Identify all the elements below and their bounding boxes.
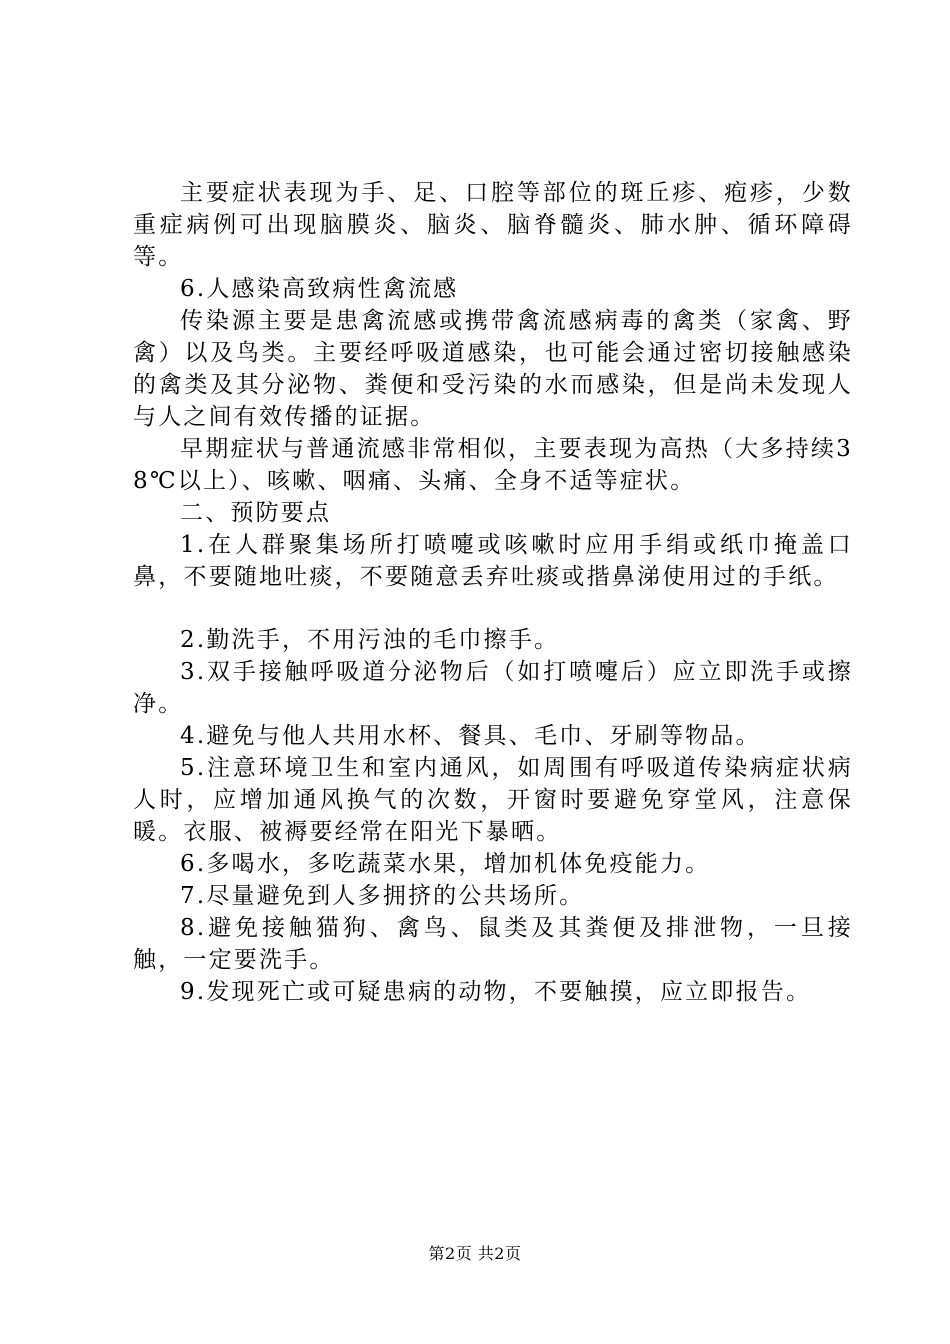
paragraph-infection-source: 传染源主要是患禽流感或携带禽流感病毒的禽类（家禽、野禽）以及鸟类。主要经呼吸道感染，也可能会通过密切接触感染的禽类及其分泌物、粪便和受污染的水而感染，但是尚未发现人与人之间有效传播的证据。 — [133, 308, 853, 430]
paragraph-symptoms-hfmd: 主要症状表现为手、足、口腔等部位的斑丘疹、疱疹，少数重症病例可出现脑膜炎、脑炎、脑脊髓炎、肺水肿、循环障碍等。 — [133, 180, 853, 270]
paragraph-early-symptoms: 早期症状与普通流感非常相似，主要表现为高热（大多持续38℃以上）、咳嗽、咽痛、头痛、全身不适等症状。 — [133, 436, 853, 494]
heading-avian-influenza: 6.人感染高致病性禽流感 — [180, 276, 459, 302]
prevention-item-8: 8.避免接触猫狗、禽鸟、鼠类及其粪便及排泄物，一旦接触，一定要洗手。 — [133, 915, 853, 973]
prevention-item-7: 7.尽量避免到人多拥挤的公共场所。 — [180, 883, 585, 909]
prevention-item-6: 6.多喝水，多吃蔬菜水果，增加机体免疫能力。 — [180, 851, 711, 877]
heading-prevention: 二、预防要点 — [180, 500, 332, 526]
prevention-item-9: 9.发现死亡或可疑患病的动物，不要触摸，应立即报告。 — [180, 979, 812, 1005]
prevention-item-4: 4.避免与他人共用水杯、餐具、毛巾、牙刷等物品。 — [180, 723, 761, 749]
document-body — [133, 177, 853, 1008]
prevention-item-3: 3.双手接触呼吸道分泌物后（如打喷嚏后）应立即洗手或擦净。 — [133, 659, 853, 717]
prevention-item-1: 1.在人群聚集场所打喷嚏或咳嗽时应用手绢或纸巾掩盖口鼻，不要随地吐痰，不要随意丢弃吐痰或揩鼻涕使用过的手纸。 — [133, 532, 853, 590]
prevention-item-5: 5.注意环境卫生和室内通风，如周围有呼吸道传染病症状病人时，应增加通风换气的次数，开窗时要避免穿堂风，注意保暖。衣服、被褥要经常在阳光下暴晒。 — [133, 755, 853, 845]
page-number-footer: 第2页 共2页 — [428, 1244, 522, 1263]
prevention-item-2: 2.勤洗手，不用污浊的毛巾擦手。 — [180, 627, 560, 653]
